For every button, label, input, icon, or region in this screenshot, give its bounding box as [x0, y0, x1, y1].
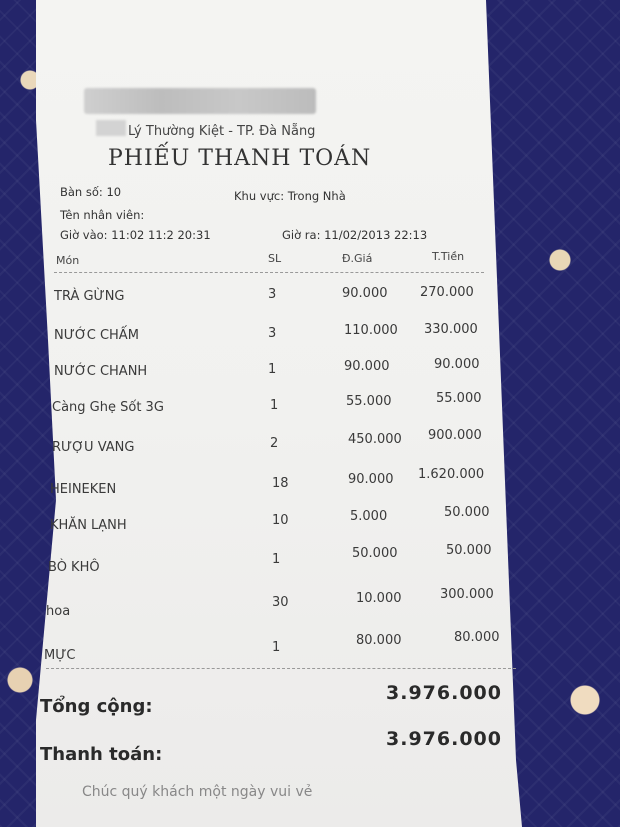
item-qty: 10	[272, 513, 289, 528]
item-price: 90.000	[344, 359, 390, 374]
item-total: 330.000	[424, 322, 478, 337]
redacted-address-number	[96, 120, 126, 136]
divider-bottom	[46, 668, 516, 669]
area: Khu vực: Trong Nhà	[234, 189, 346, 203]
staff-name: Tên nhân viên:	[60, 208, 145, 222]
item-price: 110.000	[344, 323, 398, 338]
item-name: TRÀ GỪNG	[54, 289, 125, 304]
item-qty: 1	[270, 398, 279, 413]
item-name: BÒ KHÔ	[48, 560, 100, 575]
item-price: 5.000	[350, 509, 388, 524]
item-name: Càng Ghẹ Sốt 3G	[52, 400, 164, 415]
item-total: 900.000	[428, 428, 482, 443]
item-total: 50.000	[444, 505, 490, 520]
column-price: Đ.Giá	[342, 252, 373, 265]
item-price: 450.000	[348, 432, 402, 447]
item-name: HEINEKEN	[50, 482, 117, 497]
total-label: Tổng cộng:	[40, 696, 153, 717]
redacted-store-name	[84, 88, 316, 114]
item-qty: 2	[270, 436, 279, 451]
item-total: 300.000	[440, 587, 494, 602]
item-name: RƯỢU VANG	[52, 440, 135, 455]
time-out: Giờ ra: 11/02/2013 22:13	[282, 228, 428, 242]
item-price: 90.000	[342, 286, 388, 301]
footer-message: Chúc quý khách một ngày vui vẻ	[82, 784, 313, 800]
item-name: KHĂN LẠNH	[50, 518, 127, 533]
item-total: 50.000	[446, 543, 492, 558]
item-name: NƯỚC CHANH	[54, 364, 148, 379]
item-total: 1.620.000	[418, 467, 485, 482]
item-name: hoa	[46, 604, 71, 619]
item-qty: 1	[272, 640, 281, 655]
time-in: Giờ vào: 11:02 11:2 20:31	[60, 228, 211, 242]
column-total: T.Tiền	[432, 250, 465, 263]
item-total: 90.000	[434, 357, 480, 372]
item-qty: 30	[272, 595, 289, 610]
item-price: 10.000	[356, 591, 402, 606]
item-total: 55.000	[436, 391, 482, 406]
column-qty: SL	[268, 252, 282, 265]
item-qty: 1	[272, 552, 281, 567]
item-price: 50.000	[352, 546, 398, 561]
item-qty: 18	[272, 476, 289, 491]
item-qty: 3	[268, 287, 277, 302]
item-qty: 1	[268, 362, 277, 377]
item-price: 80.000	[356, 633, 402, 648]
table-number: Bàn số: 10	[60, 185, 122, 199]
item-total: 270.000	[420, 285, 474, 300]
store-address: Lý Thường Kiệt - TP. Đà Nẵng	[128, 124, 316, 139]
total-value: 3.976.000	[386, 682, 502, 704]
item-price: 55.000	[346, 394, 392, 409]
payment-label: Thanh toán:	[40, 744, 163, 765]
item-price: 90.000	[348, 472, 394, 487]
receipt-title: PHIẾU THANH TOÁN	[108, 146, 372, 171]
item-total: 80.000	[454, 630, 500, 645]
divider-top	[54, 272, 484, 273]
item-name: MỰC	[44, 648, 76, 663]
payment-value: 3.976.000	[386, 728, 502, 750]
item-name: NƯỚC CHẤM	[54, 328, 139, 343]
column-item: Món	[56, 254, 80, 267]
item-qty: 3	[268, 326, 277, 341]
